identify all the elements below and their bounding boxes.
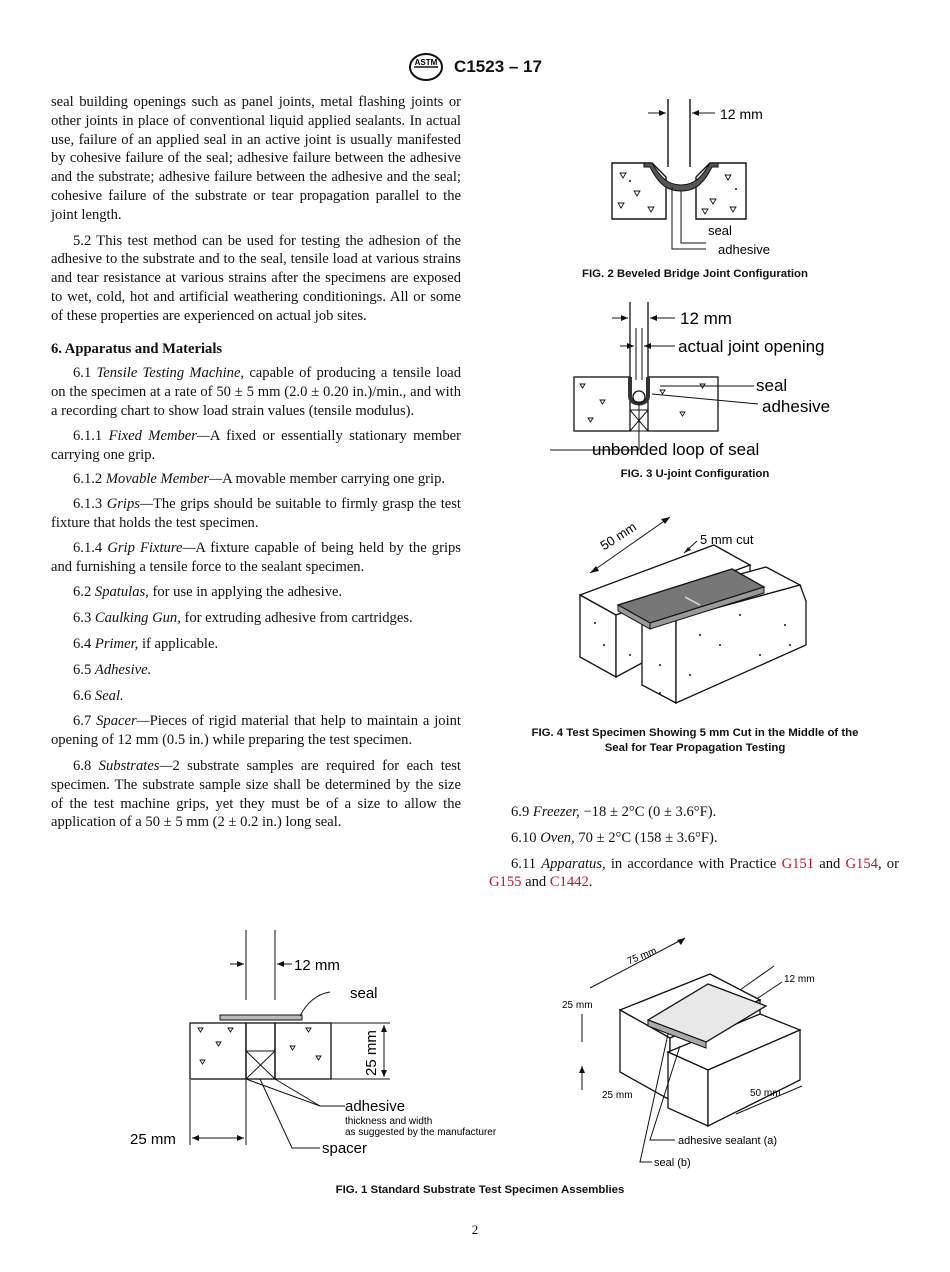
paragraph-6-9: 6.9 Freezer, −18 ± 2°C (0 ± 3.6°F). (511, 804, 717, 820)
astm-logo-icon (408, 52, 444, 82)
paragraph-6-1-2: 6.1.2 Movable Member—A movable member carrying one grip. (73, 471, 446, 488)
figure-1 (120, 930, 840, 1200)
fig4-caption-line1: FIG. 4 Test Specimen Showing 5 mm Cut in the Middle of the (531, 727, 859, 739)
fig1-left-dim-height: 25 mm (363, 1030, 380, 1076)
fig1-left-adhesive-label: adhesive (345, 1098, 406, 1115)
fig1-right-dim-75: 75 mm (625, 945, 659, 968)
fig2-adhesive-label: adhesive (718, 242, 771, 257)
fig3-loop-label: unbonded loop of seal (592, 440, 760, 459)
section-6-heading: 6. Apparatus and Materials (51, 340, 223, 357)
paragraph-6-10: 6.10 Oven, 70 ± 2°C (158 ± 3.6°F). (511, 829, 718, 846)
figure-3 (540, 300, 850, 485)
left-column (51, 93, 461, 838)
fig1-right-adhesive-label: adhesive sealant (a) (678, 1135, 778, 1147)
figure-3-caption: FIG. 3 U-joint Configuration (620, 468, 770, 480)
fig1-left-dim-top: 12 mm (294, 957, 340, 974)
paragraph-6-2: 6.2 Spatulas, for use in applying the adhesive. (73, 584, 343, 601)
page-number: 2 (471, 1222, 479, 1237)
paragraph-6-3: 6.3 Caulking Gun, for extruding adhesive from cartridges. (73, 610, 413, 627)
fig1-right-dim-12: 12 mm (784, 974, 815, 985)
fig3-seal-label: seal (756, 376, 788, 395)
paragraph-5-2: 5.2 This test method can be used for testing the adhesion of the adhesive to the substrate and to the seal, tensile load at various strains and tear resistance at various strains after the specimens are exposed to wet, cold, hot and artificial weathering conditionings. All or some of these properties are experienced on actual job sites. (51, 232, 461, 324)
paragraph-6-6: 6.6 Seal. (73, 687, 124, 704)
fig1-left-seal-label: seal (350, 985, 378, 1002)
fig1-right-dim-25b: 25 mm (602, 1090, 633, 1101)
figure-4-drawing (500, 505, 890, 715)
astm-logo-text: ASTM (414, 58, 438, 67)
figure-2-drawing (560, 95, 830, 260)
figure-3-drawing (540, 300, 850, 460)
figure-2-caption: FIG. 2 Beveled Bridge Joint Configuration (582, 268, 808, 280)
fig4-caption-line2: Seal for Tear Propagation Testing (604, 742, 786, 754)
figure-4-caption (500, 726, 890, 756)
fig1-right-dim-50: 50 mm (750, 1088, 781, 1099)
link-g154[interactable]: G154 (845, 855, 878, 872)
paragraph-6-11: 6.11 Apparatus, in accordance with Practice G151 and G154, or G155 and C1442. (489, 855, 899, 891)
page-header (0, 52, 950, 82)
paragraph-6-1-1: 6.1.1 Fixed Member—A fixed or essentially stationary member carrying one grip. (51, 427, 461, 463)
figure-1-caption: FIG. 1 Standard Substrate Test Specimen Assemblies (335, 1184, 625, 1196)
link-c1442[interactable]: C1442 (549, 874, 589, 891)
link-g151[interactable]: G151 (781, 855, 815, 872)
paragraph-6-1-4: 6.1.4 Grip Fixture—A fixture capable of being held by the grips and furnishing a tensile force to the sealant specimen. (51, 539, 461, 575)
fig4-cut-label: 5 mm cut (700, 532, 754, 547)
fig2-seal-label: seal (708, 223, 732, 238)
paragraph-6-7: 6.7 Spacer—Pieces of rigid material that help to maintain a joint opening of 12 mm (0.5 in.) while preparing the test specimen. (51, 713, 461, 749)
figure-1-drawing (120, 930, 840, 1176)
link-g155[interactable]: G155 (489, 874, 522, 891)
fig1-right-seal-label: seal (b) (654, 1157, 691, 1169)
fig3-dim-label: 12 mm (680, 309, 732, 328)
fig3-opening-label: actual joint opening (678, 337, 825, 356)
right-column (489, 803, 899, 898)
paragraph-6-5: 6.5 Adhesive. (73, 661, 152, 678)
fig3-adhesive-label: adhesive (762, 397, 831, 416)
fig1-left-note1: thickness and width (345, 1116, 433, 1127)
paragraph-6-1-3: 6.1.3 Grips—The grips should be suitable to firmly grasp the test fixture that holds the test specimen. (51, 496, 461, 531)
document-id: C1523 – 17 (454, 57, 542, 76)
paragraph-continued: seal building openings such as panel joints, metal flashing joints or other joints in place of conventional liquid applied sealants. In actual use, failure of an applied seal in an active joint is usually manifested by cohesive failure of the seal; adhesive failure between the adhesive and the substrate; adhesive failure between the adhesive and the seal; cohesive failure of the substrate or tear propagation parallel to the joint length. (51, 94, 461, 223)
fig4-length-label: 50 mm (597, 518, 640, 554)
fig1-left-spacer-label: spacer (322, 1140, 368, 1157)
paragraph-6-8: 6.8 Substrates—2 substrate samples are required for each test specimen. The substrate sample size shall be determined by the size of the test machine grips, yet they must be of a size to allow the application of a 50 ± 5 mm (2 ± 0.2 in.) long seal. (51, 757, 461, 831)
fig1-left-note2: as suggested by the manufacturer (345, 1127, 497, 1138)
figure-2 (560, 95, 830, 285)
paragraph-6-1: 6.1 Tensile Testing Machine, capable of producing a tensile load on the specimen at a rate of 50 ± 5 mm (2.0 ± 0.20 in.)/min., and with a recording chart to show load strain values (tensile modulus). (51, 365, 462, 419)
figure-4 (500, 505, 890, 755)
fig2-dim-label: 12 mm (720, 106, 763, 122)
fig1-left-dim-width: 25 mm (130, 1131, 176, 1148)
paragraph-6-4: 6.4 Primer, if applicable. (73, 635, 219, 652)
fig1-right-dim-25a: 25 mm (562, 1000, 593, 1011)
